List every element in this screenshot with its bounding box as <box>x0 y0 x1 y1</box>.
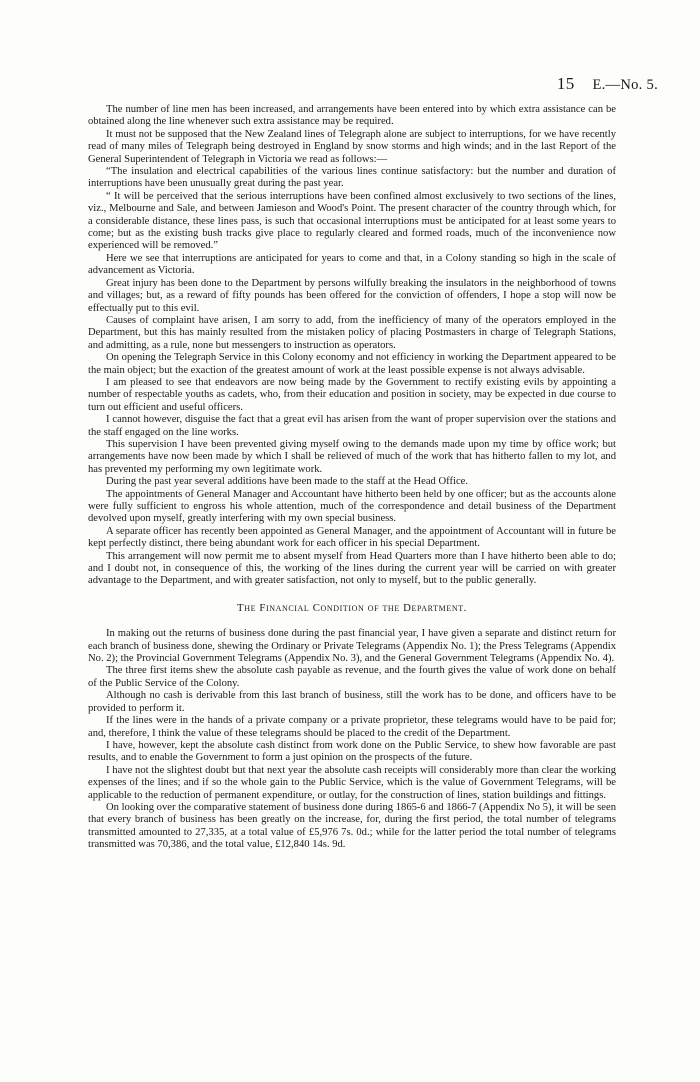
section-heading: The Financial Condition of the Department. <box>237 601 467 614</box>
paragraph: I have not the slightest doubt but that next year the absolute cash receipts will considerably more than clear the working expenses of the lines; and if so the whole gain to the Public Service, which is the value of Government Telegrams, will be applicable to the reduction of permanent expenditure, or outlay, for the construction of lines, station buildings and fittings. <box>88 764 616 801</box>
page-header <box>557 74 658 94</box>
page-body <box>88 104 616 852</box>
paragraph: I cannot however, disguise the fact that a great evil has arisen from the want of proper supervision over the stations and the staff engaged on the line works. <box>88 414 616 438</box>
document-reference: E.—No. 5. <box>592 77 658 93</box>
paragraph: Great injury has been done to the Department by persons wilfully breaking the insulators in the neighborhood of towns and villages; but, as a reward of fifty pounds has been offered for the conviction of offenders, I hope a stop will now be effectually put to this evil. <box>88 277 616 314</box>
paragraph: I am pleased to see that endeavors are now being made by the Government to rectify existing evils by appointing a number of respectable youths as cadets, who, from their education and position in society, may be expected in due course to turn out efficient and useful officers. <box>88 376 616 413</box>
paragraph: The number of line men has been increased, and arrangements have been entered into by which extra assistance can be obtained along the line whenever such extra assistance may be required. <box>88 104 616 128</box>
paragraph: The appointments of General Manager and Accountant have hitherto been held by one officer; but as the accounts alone were fully sufficient to engross his whole attention, much of the correspondence and detail business of the Department devolved upon myself, greatly interfering with my own special business. <box>88 488 616 525</box>
paragraph: On looking over the comparative statement of business done during 1865-6 and 1866-7 (Appendix No 5), it will be seen that every branch of business has been greatly on the increase, for, during the first period, the total number of telegrams transmitted amounted to 27,335, at a total value of £5,976 7s. 0d.; while for the latter period the total number of telegrams transmitted was 70,386, and the total value, £12,840 14s. 9d. <box>88 801 616 851</box>
paragraph: During the past year several additions have been made to the staff at the Head Office. <box>106 476 469 488</box>
paragraph: Here we see that interruptions are anticipated for years to come and that, in a Colony standing so high in the scale of advancement as Victoria. <box>88 252 616 277</box>
paragraph: Although no cash is derivable from this last branch of business, still the work has to be done, and officers have to be provided to perform it. <box>88 690 616 714</box>
paragraph: The three first items shew the absolute cash payable as revenue, and the fourth gives the value of work done on behalf of the Public Service of the Colony. <box>88 665 616 689</box>
paragraph: I have, however, kept the absolute cash distinct from work done on the Public Service, to shew how favorable are past results, and to enable the Government to form a just opinion on the prospects of the future. <box>88 739 616 764</box>
quoted-paragraph: “ It will be perceived that the serious interruptions have been confined almost exclusively to two sections of the lines, viz., Melbourne and Sale, and between Jamieson and Wood's Point. The present character of the country through which, for a considerable distance, these lines pass, is such that occasional interruptions must be anticipated for at least some years to come; but as the existing bush tracks give place to regularly cleared and formed roads, much of the inconvenience now experienced will be removed.” <box>88 190 616 252</box>
paragraph: In making out the returns of business done during the past financial year, I have given a separate and distinct return for each branch of business done, shewing the Ordinary or Private Telegrams (Appendix No. 1); the Press Telegrams (Appendix No. 2); the Provincial Government Telegrams (Appendix No. 3), and the General Government Telegrams (Appendix No. 4). <box>88 628 616 665</box>
paragraph: This supervision I have been prevented giving myself owing to the demands made upon my time by office work; but arrangements have now been made by which I shall be relieved of much of the work that has hitherto fallen to my lot, and has prevented my performing my own legitimate work. <box>88 438 616 475</box>
paragraph: If the lines were in the hands of a private company or a private proprietor, these telegrams would have to be paid for; and, therefore, I think the value of these telegrams should be placed to the credit of the Department. <box>88 715 616 739</box>
paragraph: A separate officer has recently been appointed as General Manager, and the appointment of Accountant will in future be kept perfectly distinct, there being abundant work for each officer in his special Department. <box>88 525 616 550</box>
page-number: 15 <box>556 74 575 93</box>
paragraph: This arrangement will now permit me to absent myself from Head Quarters more than I have hitherto been able to do; and I doubt not, in consequence of this, the working of the lines during the current year will be carried on with greater advantage to the Department, and with greater satisfaction, not only to myself, but to the public generally. <box>88 550 616 587</box>
paragraph: Causes of complaint have arisen, I am sorry to add, from the inefficiency of many of the operators employed in the Department, but this has mainly resulted from the mistaken policy of placing Postmasters in charge of Telegraph Stations, and admitting, as a rule, none but messengers to instruction as operators. <box>88 314 616 351</box>
paragraph: It must not be supposed that the New Zealand lines of Telegraph alone are subject to interruptions, for we have recently read of many miles of Telegraph being destroyed in England by snow storms and high winds; and in the last Report of the General Superintendent of Telegraph in Victoria we read as follows:— <box>88 128 616 165</box>
quoted-paragraph: “The insulation and electrical capabilities of the various lines continue satisfactory: but the number and duration of interruptions have been unusually great during the past year. <box>88 166 616 190</box>
paragraph: On opening the Telegraph Service in this Colony economy and not efficiency in working the Department appeared to be the main object; but the exaction of the greatest amount of work at the least possible expense is not always advisable. <box>88 352 616 376</box>
